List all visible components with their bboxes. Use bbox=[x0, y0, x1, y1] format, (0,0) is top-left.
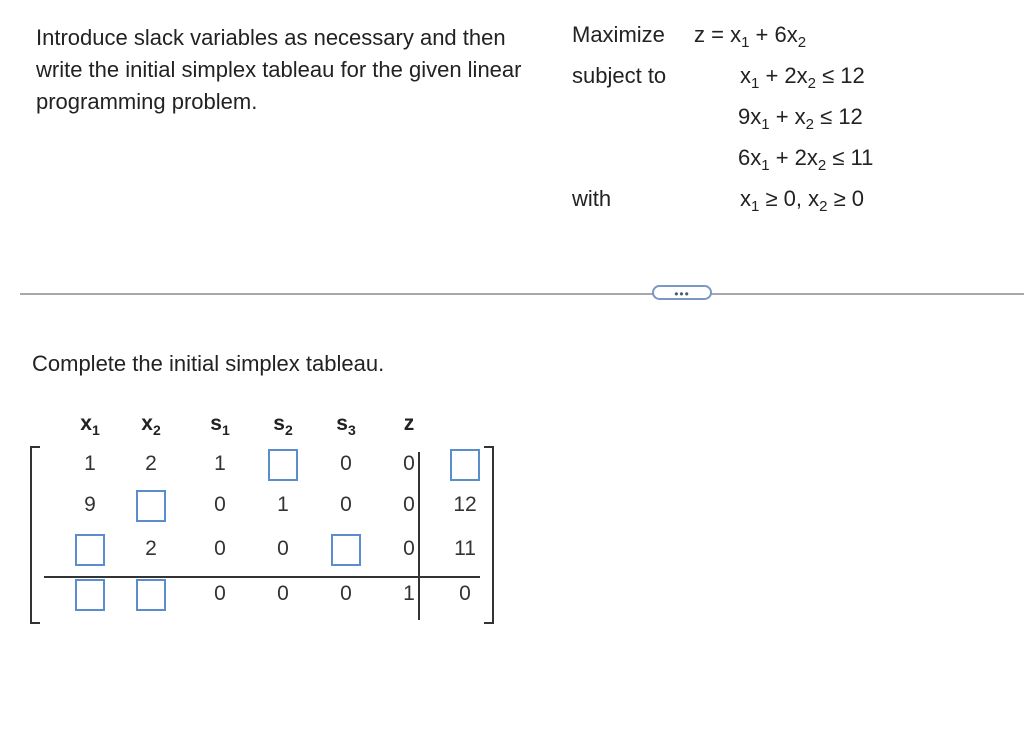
tableau-input-r1-c7[interactable] bbox=[450, 449, 480, 481]
tableau-input-r2-c2[interactable] bbox=[136, 490, 166, 522]
header-x2: $x_2$ bbox=[141, 412, 161, 438]
header-s2: $s_2$ bbox=[273, 412, 293, 438]
header-s3: $s_3$ bbox=[336, 412, 356, 438]
tableau-cell-r3-c6: 0 bbox=[403, 537, 415, 560]
tableau-cell-r3-c2: 2 bbox=[145, 537, 157, 560]
tableau-cell-r3-c4: 0 bbox=[277, 537, 289, 560]
header-x1: $x_1$ bbox=[80, 412, 100, 438]
tableau-cell-r1-c5: 0 bbox=[340, 452, 352, 475]
instructions-text: Introduce slack variables as necessary and then write the initial simplex tableau for the given linear programming problem. bbox=[36, 25, 522, 114]
tableau-cell-r1-c3: 1 bbox=[214, 452, 226, 475]
tableau-input-r1-c4[interactable] bbox=[268, 449, 298, 481]
tableau-input-r3-c5[interactable] bbox=[331, 534, 361, 566]
tableau-input-r4-c1[interactable] bbox=[75, 579, 105, 611]
tableau-cell-r1-c6: 0 bbox=[403, 452, 415, 475]
tableau-cell-r4-c7: 0 bbox=[459, 582, 471, 605]
objective-row-separator bbox=[44, 576, 480, 578]
tableau-cell-r4-c5: 0 bbox=[340, 582, 352, 605]
tableau-input-r4-c2[interactable] bbox=[136, 579, 166, 611]
tableau-cell-r4-c4: 0 bbox=[277, 582, 289, 605]
subject-to-label: subject to bbox=[572, 63, 667, 88]
left-bracket bbox=[30, 446, 40, 624]
tableau-cell-r2-c5: 0 bbox=[340, 493, 352, 516]
tableau-cell-r2-c7: 12 bbox=[453, 493, 477, 516]
maximize-label: Maximize bbox=[572, 22, 665, 47]
objective-function: $z = x_1 + 6x_2$ bbox=[694, 22, 807, 51]
tableau-cell-r3-c3: 0 bbox=[214, 537, 226, 560]
show-more-button[interactable]: ••• bbox=[652, 285, 712, 300]
nonnegativity-constraint: $x_1 \ge 0$, $x_2 \ge 0$ bbox=[740, 186, 864, 215]
tableau-cell-r3-c7: 11 bbox=[454, 537, 476, 560]
tableau-cell-r4-c6: 1 bbox=[403, 582, 415, 605]
complete-tableau-prompt: Complete the initial simplex tableau. bbox=[32, 351, 385, 376]
tableau-cell-r1-c1: 1 bbox=[84, 452, 96, 475]
tableau-cell-r2-c1: 9 bbox=[84, 493, 96, 516]
tableau-cell-r1-c2: 2 bbox=[145, 452, 157, 475]
header-z: z bbox=[403, 412, 415, 435]
header-s1: $s_1$ bbox=[210, 412, 230, 438]
tableau-input-r3-c1[interactable] bbox=[75, 534, 105, 566]
tableau-cell-r4-c3: 0 bbox=[214, 582, 226, 605]
constants-column-separator bbox=[418, 452, 420, 620]
constraint-3: $6x_1 + 2x_2 \le 11$ bbox=[738, 145, 874, 174]
tableau-cell-r2-c6: 0 bbox=[403, 493, 415, 516]
constraint-1: $x_1 + 2x_2 \le 12$ bbox=[740, 63, 865, 92]
with-label: with bbox=[572, 186, 612, 211]
tableau-cell-r2-c4: 1 bbox=[277, 493, 289, 516]
tableau-cell-r2-c3: 0 bbox=[214, 493, 226, 516]
right-bracket bbox=[484, 446, 494, 624]
constraint-2: $9x_1 + x_2 \le 12$ bbox=[738, 104, 863, 133]
